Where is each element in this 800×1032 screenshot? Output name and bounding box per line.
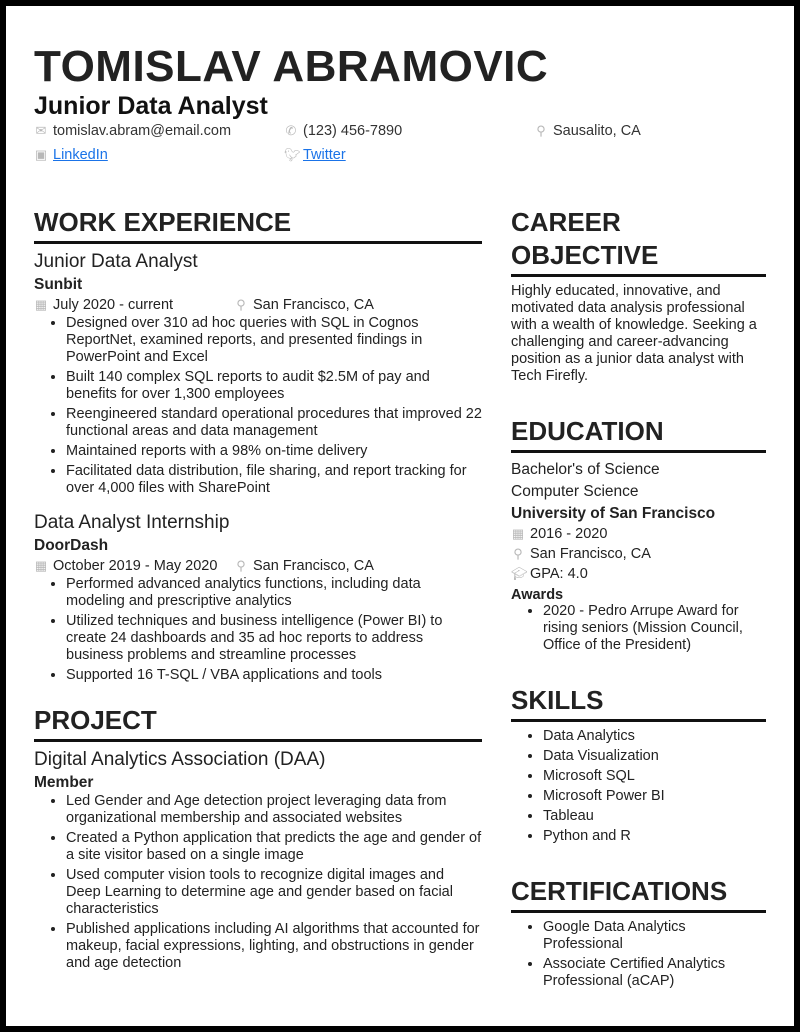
- list-item: • Microsoft Power BI: [543, 788, 766, 805]
- phone-icon: ✆: [285, 123, 297, 138]
- job-meta: [34, 295, 482, 315]
- objective-text: Highly educated, innovative, and motivated data analysis professional with a wealth of knowledge. Seeking a challenging and career-advancing position as a junior data analyst with Tech Firefly.: [511, 283, 757, 384]
- email-text: tomislav.abram@email.com: [53, 123, 232, 139]
- job-title: Data Analyst Internship: [34, 512, 230, 533]
- section-heading: WORK EXPERIENCE: [34, 206, 482, 244]
- calendar-icon: ▦: [34, 297, 48, 312]
- section-heading: SKILLS: [511, 684, 766, 722]
- field: Computer Science: [511, 483, 639, 500]
- list-item: • Published applications including AI algorithms that accounted for makeup, facial expressions, lighting, and obstructions in gender and age detection: [66, 921, 482, 972]
- list-item: • Utilized techniques and business intelligence (Power BI) to create 24 dashboards and 35 ad hoc reports to address business problems and streamline processes: [66, 613, 482, 664]
- gpa-text: GPA: 4.0: [530, 566, 588, 582]
- awards-label: Awards: [511, 587, 564, 603]
- list-item: • Used computer vision tools to recognize digital images and Deep Learning to determine age and gender based on facial characteristics: [66, 867, 482, 918]
- location: [534, 123, 641, 139]
- list-item: • Data Visualization: [543, 748, 766, 765]
- list-item: • Reengineered standard operational procedures that improved 22 functional areas and data management: [66, 406, 482, 440]
- section-heading: EDUCATION: [511, 415, 766, 453]
- job-location: San Francisco, CA: [253, 558, 374, 574]
- company: DoorDash: [34, 537, 109, 554]
- degree: Bachelor's of Science: [511, 461, 660, 478]
- dates-text: 2016 - 2020: [530, 526, 608, 542]
- phone-text: (123) 456-7890: [303, 123, 403, 139]
- objective-section: [511, 206, 766, 385]
- certifications-list: [511, 919, 766, 990]
- list-item: • Data Analytics: [543, 728, 766, 745]
- company: Sunbit: [34, 276, 83, 293]
- awards-list: [511, 603, 766, 654]
- project-role: Member: [34, 774, 94, 791]
- map-pin-icon: ⚲: [236, 297, 246, 312]
- list-item: • Python and R: [543, 828, 766, 845]
- linkedin-link[interactable]: LinkedIn: [53, 147, 108, 163]
- email: [34, 123, 231, 139]
- twitter-link[interactable]: Twitter: [303, 147, 346, 163]
- job-title: Junior Data Analyst: [34, 251, 198, 272]
- list-item: • Built 140 complex SQL reports to audit $2.5M of pay and benefits for over 1,300 employees: [66, 369, 482, 403]
- candidate-name: TOMISLAV ABRAMOVIC: [34, 42, 549, 91]
- section-heading: PROJECT: [34, 704, 482, 742]
- left-column: [34, 206, 482, 992]
- list-item: • Tableau: [543, 808, 766, 825]
- list-item: • Designed over 310 ad hoc queries with SQL in Cognos ReportNet, examined reports, and presented findings in PowerPoint and Excel: [66, 315, 482, 366]
- list-item: • Created a Python application that predicts the age and gender of a site visitor based on a single image: [66, 830, 482, 864]
- list-item: • 2020 - Pedro Arrupe Award for rising seniors (Mission Council, Office of the President): [543, 603, 766, 654]
- skills-list: [511, 728, 766, 845]
- list-item: • Led Gender and Age detection project leveraging data from organizational membership and associated websites: [66, 793, 482, 827]
- list-item: • Supported 16 T-SQL / VBA applications and tools: [66, 667, 482, 684]
- envelope-icon: ✉: [35, 123, 47, 138]
- list-item: • Facilitated data distribution, file sharing, and report tracking for over 4,000 files with SharePoint: [66, 463, 482, 497]
- school: University of San Francisco: [511, 505, 716, 522]
- edu-gpa: [511, 564, 766, 584]
- project-section: [34, 704, 482, 972]
- job-entry: [34, 250, 482, 497]
- section-heading: CAREER OBJECTIVE: [511, 206, 766, 277]
- skills-section: [511, 684, 766, 845]
- job-location: San Francisco, CA: [253, 297, 374, 313]
- list-item: • Microsoft SQL: [543, 768, 766, 785]
- education-section: [511, 415, 766, 654]
- map-pin-icon: ⚲: [513, 546, 523, 561]
- linkedin-icon: ▣: [34, 147, 48, 162]
- list-item: • Maintained reports with a 98% on-time delivery: [66, 443, 482, 460]
- calendar-icon: ▦: [34, 558, 48, 573]
- project-bullets: [34, 793, 482, 972]
- twitter: [284, 147, 346, 163]
- certifications-section: [511, 875, 766, 990]
- phone: [284, 123, 402, 139]
- work-experience-section: [34, 206, 482, 684]
- calendar-icon: ▦: [511, 526, 525, 541]
- job-dates: July 2020 - current: [53, 297, 174, 313]
- twitter-icon: 🐦︎: [284, 147, 301, 162]
- right-column: [511, 206, 766, 1010]
- job-dates: October 2019 - May 2020: [53, 558, 218, 574]
- edu-location: [511, 544, 766, 564]
- map-pin-icon: ⚲: [536, 123, 546, 138]
- resume-page: [6, 6, 794, 1026]
- list-item: • Associate Certified Analytics Professional (aCAP): [543, 956, 766, 990]
- map-pin-icon: ⚲: [236, 558, 246, 573]
- job-bullets: [34, 576, 482, 684]
- section-heading: CERTIFICATIONS: [511, 875, 766, 913]
- location-text: Sausalito, CA: [553, 123, 641, 139]
- job-entry: [34, 511, 482, 684]
- list-item: • Performed advanced analytics functions, including data modeling and prescriptive analytics: [66, 576, 482, 610]
- project-title: Digital Analytics Association (DAA): [34, 749, 326, 770]
- edu-dates: [511, 524, 766, 544]
- list-item: • Google Data Analytics Professional: [543, 919, 766, 953]
- job-meta: [34, 556, 482, 576]
- linkedin: [34, 147, 108, 163]
- job-bullets: [34, 315, 482, 497]
- graduation-cap-icon: 🎓︎: [511, 566, 528, 581]
- candidate-title: Junior Data Analyst: [34, 92, 268, 120]
- location-text: San Francisco, CA: [530, 546, 651, 562]
